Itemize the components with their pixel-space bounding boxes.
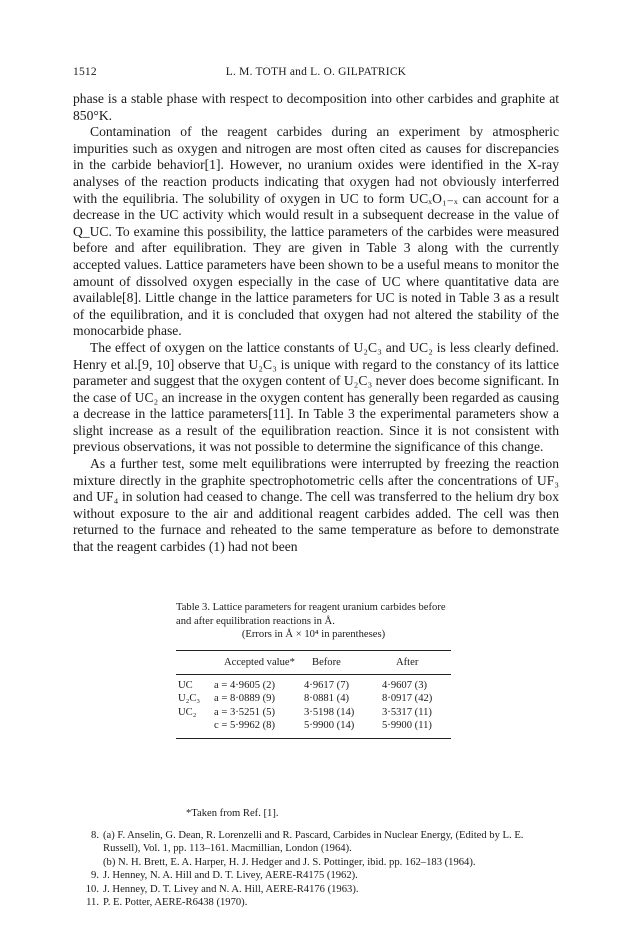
cell-compound — [176, 719, 214, 738]
cell-accepted: a = 3·5251 (5) — [214, 706, 275, 718]
reference-number: 9. — [91, 870, 99, 882]
cell-after: 3·5317 (11) — [382, 706, 432, 718]
paragraph-1: phase is a stable phase with respect to decomposition into other carbides and graphite at 850°K. — [73, 91, 559, 123]
cell-compound: UC — [178, 679, 193, 691]
reference-number: 8. — [91, 830, 99, 841]
table-caption-errors: (Errors in Å × 10⁴ in parentheses) — [241, 629, 386, 640]
cell-before: 8·0881 (4) — [304, 693, 350, 705]
header-before: Before — [304, 650, 382, 674]
cell-compound: UC₂ — [178, 706, 197, 718]
cell-after: 5·9900 (11) — [382, 719, 451, 738]
table-caption: Table 3. Lattice parameters for reagent uranium carbides before and after equilibration reactions in Å. — [176, 602, 446, 627]
table-row — [176, 719, 451, 738]
table-row — [176, 706, 451, 720]
cell-accepted: a = 4·9605 (2) — [214, 679, 275, 691]
page-header — [73, 66, 559, 82]
reference-item — [73, 829, 559, 856]
cell-accepted: c = 5·9962 (8) — [214, 719, 304, 738]
reference-list — [73, 829, 559, 909]
body-text — [73, 91, 559, 556]
cell-accepted: a = 8·0889 (9) — [214, 693, 275, 705]
table-row — [176, 692, 451, 706]
reference-item — [73, 869, 559, 882]
running-title: L. M. TOTH and L. O. GILPATRICK — [225, 66, 407, 78]
table-footnote: *Taken from Ref. [1]. — [186, 808, 279, 819]
reference-text: P. E. Potter, AERE-R6438 (1970). — [103, 897, 248, 909]
reference-text: J. Henney, N. A. Hill and D. T. Livey, AERE-R4175 (1962). — [103, 870, 358, 882]
header-accepted: Accepted value* — [214, 650, 304, 674]
reference-item — [73, 896, 559, 909]
cell-before: 5·9900 (14) — [304, 719, 382, 738]
reference-number: 11. — [86, 897, 99, 909]
reference-text: J. Henney, D. T. Livey and N. A. Hill, AERE-R4176 (1963). — [103, 883, 359, 895]
cell-before: 3·5198 (14) — [304, 706, 355, 718]
reference-item — [73, 856, 559, 869]
reference-item — [73, 883, 559, 896]
page-number: 1512 — [73, 66, 97, 78]
table-row — [176, 674, 451, 692]
cell-compound: U₂C₃ — [178, 693, 201, 705]
paragraph-3: The effect of oxygen on the lattice constants of U₂C₃ and UC₂ is less clearly defined. Henry et al.[9, 10] observe that U₂C₃ is unique with regard to the constancy of its lattice parameter and suggest that the oxygen content of U₂C₃ never does become significant. In the case of UC₂ an increase in the oxygen content has generally been regarded as causing a decrease in the lattice parameters[11]. In Table 3 the experimental parameters show a slight increase as a result of the equilibration reaction. Since it is not consistent with previous observations, it was not possible to determine the significance of this change. — [73, 339, 559, 455]
cell-before: 4·9617 (7) — [304, 679, 350, 691]
lattice-parameters-table — [176, 650, 451, 739]
reference-number: 10. — [85, 883, 99, 895]
cell-after: 8·0917 (42) — [382, 693, 433, 705]
reference-text: (b) N. H. Brett, E. A. Harper, H. J. Hedger and J. S. Pottinger, ibid. pp. 162–183 (1964). — [103, 856, 476, 868]
header-compound — [176, 650, 214, 674]
cell-after: 4·9607 (3) — [382, 679, 428, 691]
reference-text: (a) F. Anselin, G. Dean, R. Lorenzelli and R. Pascard, Carbides in Nuclear Energy, (Edited by L. E. Russell), Vol. 1, pp. 113–161. Macmillian, London (1964). — [103, 830, 524, 855]
paragraph-4: As a further test, some melt equilibrations were interrupted by freezing the reaction mixture directly in the graphite spectrophotometric cells after the concentrations of UF₃ and UF₄ in solution had ceased to change. The cell was transferred to the helium dry box without exposure to the air and additional reagent carbides added. The cell was then returned to the furnace and reheated to the same temperature as before to demonstrate that the reagent carbides (1) had not been — [73, 456, 559, 555]
table-3 — [176, 601, 451, 739]
table-header-row — [176, 650, 451, 674]
paragraph-2: Contamination of the reagent carbides during an experiment by atmospheric impurities such as oxygen and nitrogen are most often cited as causes for discrepancies in the carbide behavior[1]. However, no uranium oxides were identified in the X-ray analyses of the reaction products indicating that oxygen had not obviously interferred with the equilibria. The solubility of oxygen in UC to form UCₓO₁₋ₓ can account for a decrease in the UC activity which would result in a subsequent decrease in the value of Q_UC. To examine this possibility, the lattice parameters of the carbides were measured before and after equilibration. They are given in Table 3 along with the currently accepted values. Lattice parameters have been shown to be a useful means to monitor the amount of dissolved oxygen especially in the case of UC where quantitative data are available[8]. Little change in the lattice parameters for UC is noted in Table 3 as a result of the equilibration, and it is concluded that oxygen had not altered the stability of the monocarbide phase. — [73, 124, 559, 339]
header-after: After — [382, 650, 451, 674]
